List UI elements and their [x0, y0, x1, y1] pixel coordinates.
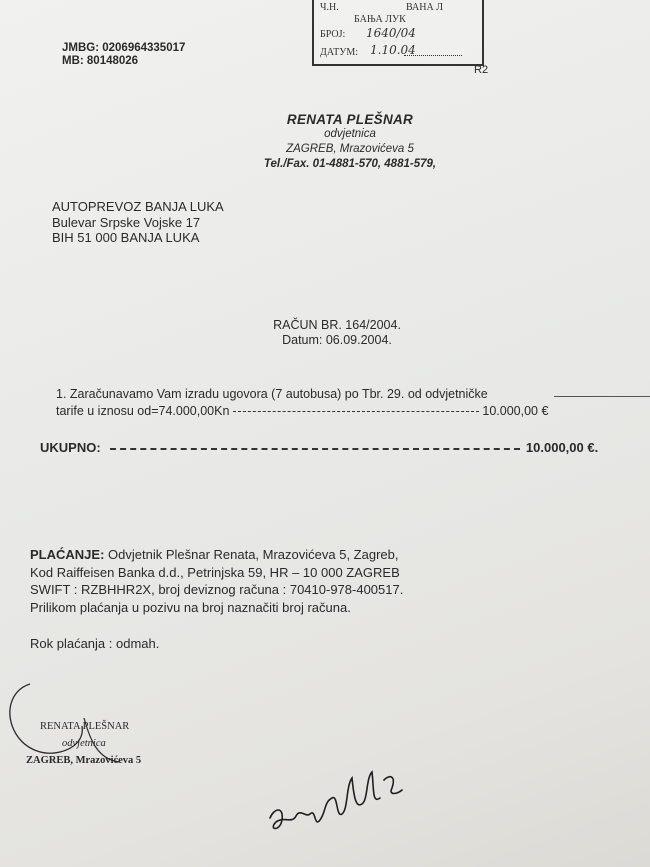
- total-label: UKUPNO:: [40, 440, 101, 455]
- id-numbers: [62, 42, 185, 68]
- payment-line-3: SWIFT : RZBHHR2X, broj deviznog računa : 70410-978-400517.: [30, 582, 404, 597]
- stamp-tag: R2: [474, 64, 489, 76]
- handwritten-signature-icon: [262, 758, 412, 848]
- lawyer-header: [240, 112, 460, 172]
- stamp-bank: БАЊА ЛУК: [354, 14, 406, 25]
- line-item: [56, 386, 548, 419]
- lawyer-name: RENATA PLEŠNAR: [286, 112, 414, 127]
- invoice-number: RAČUN BR. 164/2004.: [273, 318, 401, 332]
- jmbg: JMBG: 0206964335017: [62, 42, 186, 54]
- stamp-date-label: ДАТУМ:: [320, 47, 359, 58]
- client-company: AUTOPREVOZ BANJA LUKA: [52, 199, 224, 214]
- signature-stamp: [26, 718, 141, 769]
- mb: MB: 80148026: [62, 55, 139, 67]
- item-leader: [233, 411, 479, 412]
- item-amount: 10.000,00 €: [482, 403, 549, 418]
- lawyer-title: odvjetnica: [324, 128, 376, 140]
- payment-line-4: Prilikom plaćanja u pozivu na broj naznačiti broj računa.: [30, 599, 351, 615]
- payment-block: [30, 546, 403, 616]
- invoice-date: Datum: 06.09.2004.: [282, 332, 392, 347]
- total-leader: [110, 448, 520, 450]
- payment-due: Rok plaćanja : odmah.: [30, 636, 160, 651]
- item-line-2: tarife u iznosu od=74.000,00Kn: [56, 403, 230, 418]
- payment-line-2: Kod Raiffeisen Banka d.d., Petrinjska 59, HR – 10 000 ZAGREB: [30, 564, 400, 580]
- margin-rule: [554, 396, 650, 397]
- sigstamp-title: odvjetnica: [62, 738, 106, 749]
- client-street: Bulevar Srpske Vojske 17: [52, 214, 201, 230]
- payment-label: PLAĆANJE:: [30, 547, 105, 562]
- stamp-date-value: 1.10.04: [370, 43, 416, 57]
- stamp-date-line: [404, 45, 462, 56]
- total-row: [40, 440, 598, 455]
- received-stamp: [312, 0, 484, 66]
- payment-line-1: Odvjetnik Plešnar Renata, Mrazovićeva 5, Zagreb,: [104, 547, 399, 562]
- invoice-heading: [262, 318, 412, 347]
- lawyer-address: ZAGREB, Mrazovićeva 5: [286, 143, 414, 155]
- stamp-top-text-right: ВАНА Л: [406, 2, 443, 13]
- stamp-top-text: Ч.Н.: [320, 2, 339, 13]
- total-amount: 10.000,00 €.: [525, 440, 599, 455]
- item-line-2-row: [56, 403, 548, 420]
- client-address-block: [52, 199, 224, 246]
- stamp-number-value: 1640/04: [366, 26, 416, 40]
- item-line-1: 1. Zaračunavamo Vam izradu ugovora (7 autobusa) po Tbr. 29. od odvjetničke: [56, 387, 488, 401]
- stamp-number-label: БРОЈ:: [320, 29, 346, 40]
- sigstamp-name: RENATA PLEŠNAR: [40, 721, 130, 732]
- client-city: BIH 51 000 BANJA LUKA: [52, 230, 200, 245]
- lawyer-phone: Tel./Fax. 01-4881-570, 4881-579,: [263, 158, 437, 170]
- sigstamp-address: ZAGREB, Mrazovićeva 5: [26, 755, 142, 766]
